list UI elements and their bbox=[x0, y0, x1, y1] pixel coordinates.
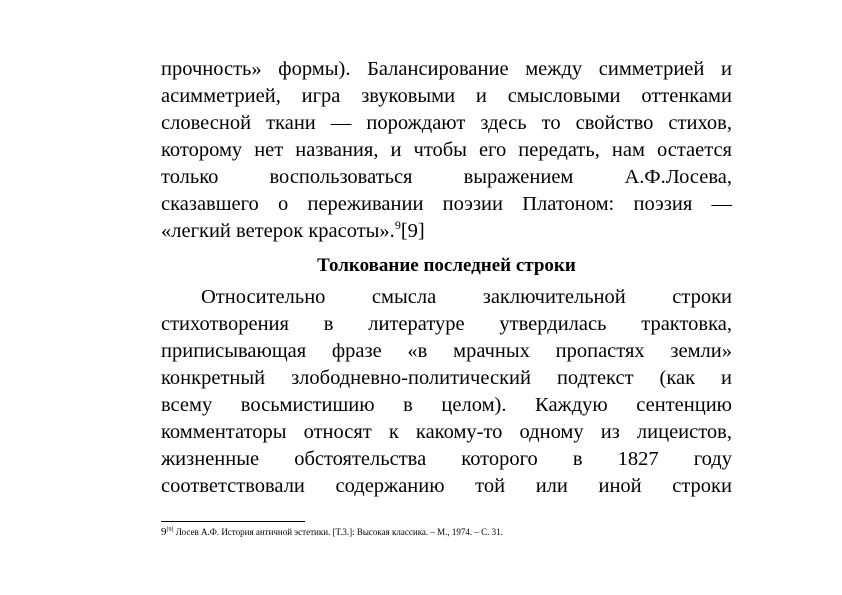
paragraph-1-last-line-text: «легкий ветерок красоты». bbox=[161, 220, 395, 242]
paragraph-2-line-7: жизненные обстоятельства которого в 1827 году bbox=[161, 448, 732, 470]
section-heading: Толкование последней строки bbox=[317, 255, 576, 276]
paragraph-2-line-4: конкретный злободневно-политический подтекст (как и bbox=[161, 367, 732, 389]
paragraph-2-line-1: Относительно смысла заключительной строки bbox=[201, 286, 732, 308]
paragraph-2-line-3: приписывающая фразе «в мрачных пропастях земли» bbox=[161, 340, 732, 362]
footnote bbox=[161, 526, 503, 538]
paragraph-1-line-5: только воспользоваться выражением А.Ф.Лосева, bbox=[161, 166, 732, 188]
footnote-text: Лосев А.Ф. История античной эстетики. [Т.3.]: Высокая классика. – М., 1974. – С. 31. bbox=[175, 527, 503, 537]
footnote-marker[interactable]: 9 bbox=[394, 218, 401, 233]
paragraph-1-last-line bbox=[161, 218, 732, 245]
footnote-number: 9 bbox=[161, 526, 167, 538]
paragraph-1-line-1: прочность» формы). Балансирование между симметрией и bbox=[161, 58, 732, 80]
footnote-ref: [9] bbox=[166, 527, 174, 533]
paragraph-1-line-4: которому нет названия, и чтобы его передать, нам остается bbox=[161, 139, 732, 161]
paragraph-2-line-2: стихотворения в литературе утвердилась трактовка, bbox=[161, 313, 732, 335]
paragraph-2-line-8: соответствовали содержанию той или иной строки bbox=[161, 475, 732, 497]
paragraph-2-line-6: комментаторы относят к какому-то одному из лицеистов, bbox=[161, 421, 732, 443]
paragraph-2-line-5: всему восьмистишию в целом). Каждую сентенцию bbox=[161, 394, 732, 416]
paragraph-1-line-3: словесной ткани — порождают здесь то свойство стихов, bbox=[161, 112, 732, 134]
paragraph-1-line-6: сказавшего о переживании поэзии Платоном: поэзия — bbox=[161, 193, 732, 215]
footnote-separator bbox=[161, 521, 305, 522]
citation-reference: [9] bbox=[400, 220, 425, 242]
paragraph-1-line-2: асимметрией, игра звуковыми и смысловыми оттенками bbox=[161, 85, 732, 107]
